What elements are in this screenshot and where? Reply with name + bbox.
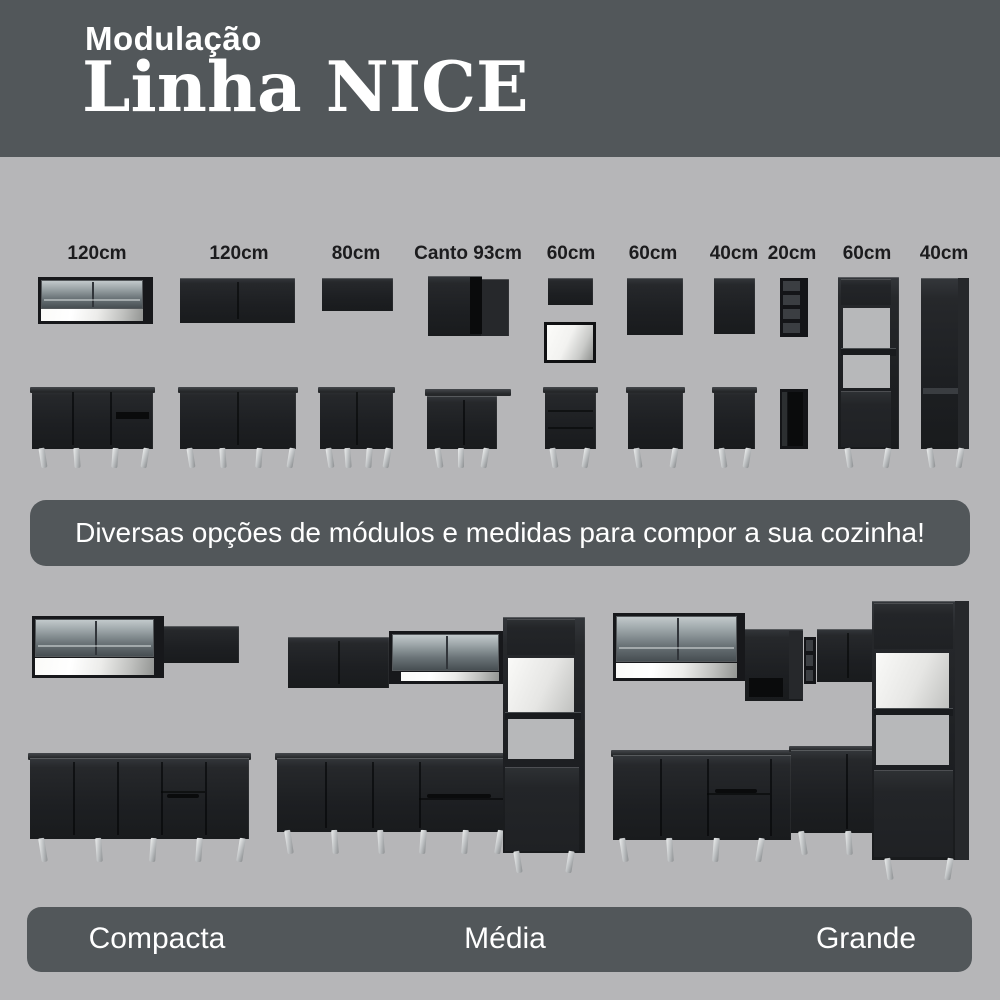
lit-open-shelf	[41, 309, 143, 321]
cabinet-leg	[712, 838, 720, 862]
door-line	[73, 762, 75, 835]
door-line	[325, 762, 327, 828]
open-interior	[788, 392, 803, 446]
cabinet-leg	[140, 448, 149, 469]
side-face	[782, 392, 787, 446]
module-wall-cabinet-60	[627, 278, 683, 335]
module-shelf-tower-20	[780, 278, 808, 337]
countertop	[543, 387, 598, 393]
glass-doors	[616, 616, 737, 662]
lit-open-shelf	[35, 658, 154, 675]
glass-door-divider	[92, 282, 94, 307]
compacta-base-run	[30, 758, 249, 839]
glass-door-divider	[95, 621, 97, 655]
cabinet-leg	[718, 448, 727, 469]
door-line	[707, 759, 709, 836]
drawer-line	[548, 427, 593, 429]
cabinet-leg	[742, 448, 751, 469]
cabinet-leg	[219, 448, 226, 468]
door-line	[463, 400, 465, 445]
drawer-handle	[427, 794, 491, 798]
module-lit-glass-niche	[544, 322, 596, 363]
cabinet-leg	[382, 448, 391, 469]
door-line	[72, 392, 74, 445]
tower-niche	[876, 715, 949, 765]
countertop	[712, 387, 757, 393]
glass-shelf-line	[619, 647, 734, 649]
shelf-cubby	[783, 323, 800, 333]
grande-wall-cabinets	[817, 629, 878, 682]
glass-doors	[392, 634, 499, 671]
cabinet-leg	[111, 448, 118, 468]
cabinet-leg	[95, 838, 103, 862]
module-wall-cabinet-60s	[548, 278, 593, 305]
cabinet-leg	[38, 448, 47, 469]
open-slot	[116, 412, 149, 419]
module-corner-wall-side	[482, 279, 509, 336]
cabinet-leg	[549, 448, 558, 469]
cabinet-leg	[419, 830, 427, 854]
mid-banner-text: Diversas opções de módulos e medidas para compor a sua cozinha!	[75, 517, 925, 548]
tower-top-door	[507, 619, 575, 655]
module-base-cabinet-40	[714, 388, 755, 449]
cabinet-leg	[38, 838, 48, 863]
cabinet-leg	[344, 448, 351, 468]
countertop	[318, 387, 395, 393]
glass-shelf-line	[44, 299, 140, 301]
countertop	[178, 387, 298, 393]
module-wall-cabinet-120	[180, 278, 295, 323]
corner-wall-opening	[470, 277, 482, 334]
module-size-label-4: Canto 93cm	[414, 243, 522, 264]
module-pantry-40	[921, 278, 969, 449]
tower-niche	[843, 308, 890, 348]
countertop	[626, 387, 685, 393]
open-slot	[749, 678, 783, 697]
cabinet-leg	[73, 448, 80, 468]
door-rail	[923, 388, 958, 394]
door-line	[660, 759, 662, 836]
door-line	[419, 762, 421, 828]
cabinet-leg	[365, 448, 372, 468]
door-line	[110, 392, 112, 445]
header-band	[0, 0, 1000, 157]
cabinet-leg	[944, 858, 953, 881]
corner-countertop	[425, 389, 511, 396]
cabinet-leg	[884, 858, 893, 881]
module-wall-cabinet-40	[714, 278, 755, 334]
cabinet-leg	[377, 830, 385, 854]
cabinet-leg	[513, 851, 522, 874]
cabinet-leg	[882, 448, 891, 469]
cabinet-leg	[926, 448, 935, 469]
door-line	[117, 762, 119, 835]
cabinet-leg	[434, 448, 443, 469]
door-line	[372, 762, 374, 828]
module-size-label-7: 40cm	[709, 243, 759, 264]
drawer-line	[548, 410, 593, 412]
module-size-label-2: 120cm	[209, 243, 269, 264]
tower-top-door	[874, 603, 953, 649]
media-wall-glass-cabinet	[389, 631, 505, 684]
door-line	[846, 754, 848, 829]
cabinet-leg	[669, 448, 678, 469]
door-line	[161, 762, 163, 835]
shelf-cubby	[806, 640, 813, 651]
kitchen-names-bar	[27, 907, 972, 972]
drawer-line	[161, 791, 205, 793]
drawer-handle	[715, 789, 757, 793]
lit-open-shelf	[401, 672, 499, 681]
cabinet-leg	[284, 830, 294, 855]
module-drawer-base-60	[545, 388, 596, 449]
media-wall-cabinet	[288, 637, 389, 688]
cabinet-leg	[195, 838, 203, 862]
cabinet-leg	[565, 851, 574, 874]
cabinet-leg	[331, 830, 339, 854]
module-size-label-8: 20cm	[767, 243, 817, 264]
page-title: Linha NICE	[82, 47, 529, 128]
module-base-cabinet-80	[320, 388, 393, 449]
kitchen-label-media: Média	[464, 922, 546, 955]
module-base-cabinet-120b	[180, 388, 296, 449]
shelf-cubby	[783, 295, 800, 305]
cabinet-leg	[619, 838, 629, 863]
kitchen-label-grande: Grande	[815, 922, 917, 955]
cabinet-leg	[955, 448, 964, 469]
cabinet-leg	[186, 448, 195, 469]
cabinet-leg	[633, 448, 642, 469]
cabinet-leg	[581, 448, 590, 469]
side-panel	[789, 631, 803, 699]
cabinet-leg	[255, 448, 262, 468]
glass-door-divider	[446, 636, 448, 669]
module-wall-glass-cabinet-120	[38, 277, 153, 324]
cabinet-leg	[149, 838, 157, 862]
drawer-line	[707, 793, 770, 795]
cabinet-leg	[755, 838, 765, 863]
grande-wall-cubby	[804, 637, 816, 684]
grande-wall-glass-cabinet	[613, 613, 745, 681]
cabinet-leg	[666, 838, 674, 862]
cabinet-leg	[798, 831, 808, 856]
drawer-handle	[167, 794, 199, 798]
countertop	[30, 387, 155, 393]
tower-niche	[843, 355, 890, 388]
module-base-cabinet-60	[628, 388, 683, 449]
shelf-cubby	[806, 670, 813, 681]
shelf-cubby	[783, 281, 800, 291]
header-kicker: Modulação	[85, 20, 262, 57]
module-size-label-3: 80cm	[331, 243, 381, 264]
lit-open-shelf	[616, 663, 737, 678]
glass-shelf-line	[38, 645, 151, 647]
glass-doors	[35, 619, 154, 657]
grande-corner-wall-cabinet	[745, 629, 803, 701]
glass-doors	[41, 280, 143, 309]
drawer-line	[419, 798, 503, 800]
side-panel	[955, 601, 969, 860]
cabinet-leg	[844, 448, 853, 469]
tower-bottom-door	[841, 391, 891, 447]
module-wall-cabinet-80	[322, 278, 393, 311]
media-base-run	[277, 758, 505, 832]
module-size-label-5: 60cm	[546, 243, 596, 264]
mid-banner	[30, 500, 970, 566]
tower-niche	[508, 719, 574, 759]
shelf-cubby	[806, 655, 813, 666]
module-size-label-6: 60cm	[628, 243, 678, 264]
kitchen-label-compacta: Compacta	[88, 922, 226, 955]
cabinet-leg	[461, 830, 469, 854]
cabinet-leg	[325, 448, 334, 469]
module-corner-base	[427, 396, 497, 449]
cabinet-leg	[236, 838, 246, 863]
tower-bottom-door	[874, 770, 953, 857]
tower-lit-niche	[508, 658, 574, 712]
cabinet-leg	[480, 448, 489, 469]
tower-top-door	[841, 279, 891, 305]
module-base-cabinet-120	[32, 388, 153, 449]
module-size-label-9: 60cm	[842, 243, 892, 264]
cabinet-leg	[286, 448, 295, 469]
tower-bottom-door	[505, 767, 579, 851]
glass-door-divider	[677, 618, 679, 660]
cabinet-leg	[845, 831, 853, 855]
compacta-wall-cabinet	[164, 626, 239, 663]
side-panel	[958, 278, 969, 449]
door-line	[770, 759, 772, 836]
shelf-cubby	[783, 309, 800, 319]
module-open-base-20	[780, 389, 808, 449]
door-line	[205, 762, 207, 835]
module-size-label-1: 120cm	[67, 243, 127, 264]
cabinet-leg	[458, 448, 464, 468]
grande-base-front-run	[613, 755, 791, 840]
compacta-wall-glass-cabinet	[32, 616, 164, 678]
module-size-label-10: 40cm	[919, 243, 969, 264]
tower-lit-niche	[876, 653, 949, 708]
